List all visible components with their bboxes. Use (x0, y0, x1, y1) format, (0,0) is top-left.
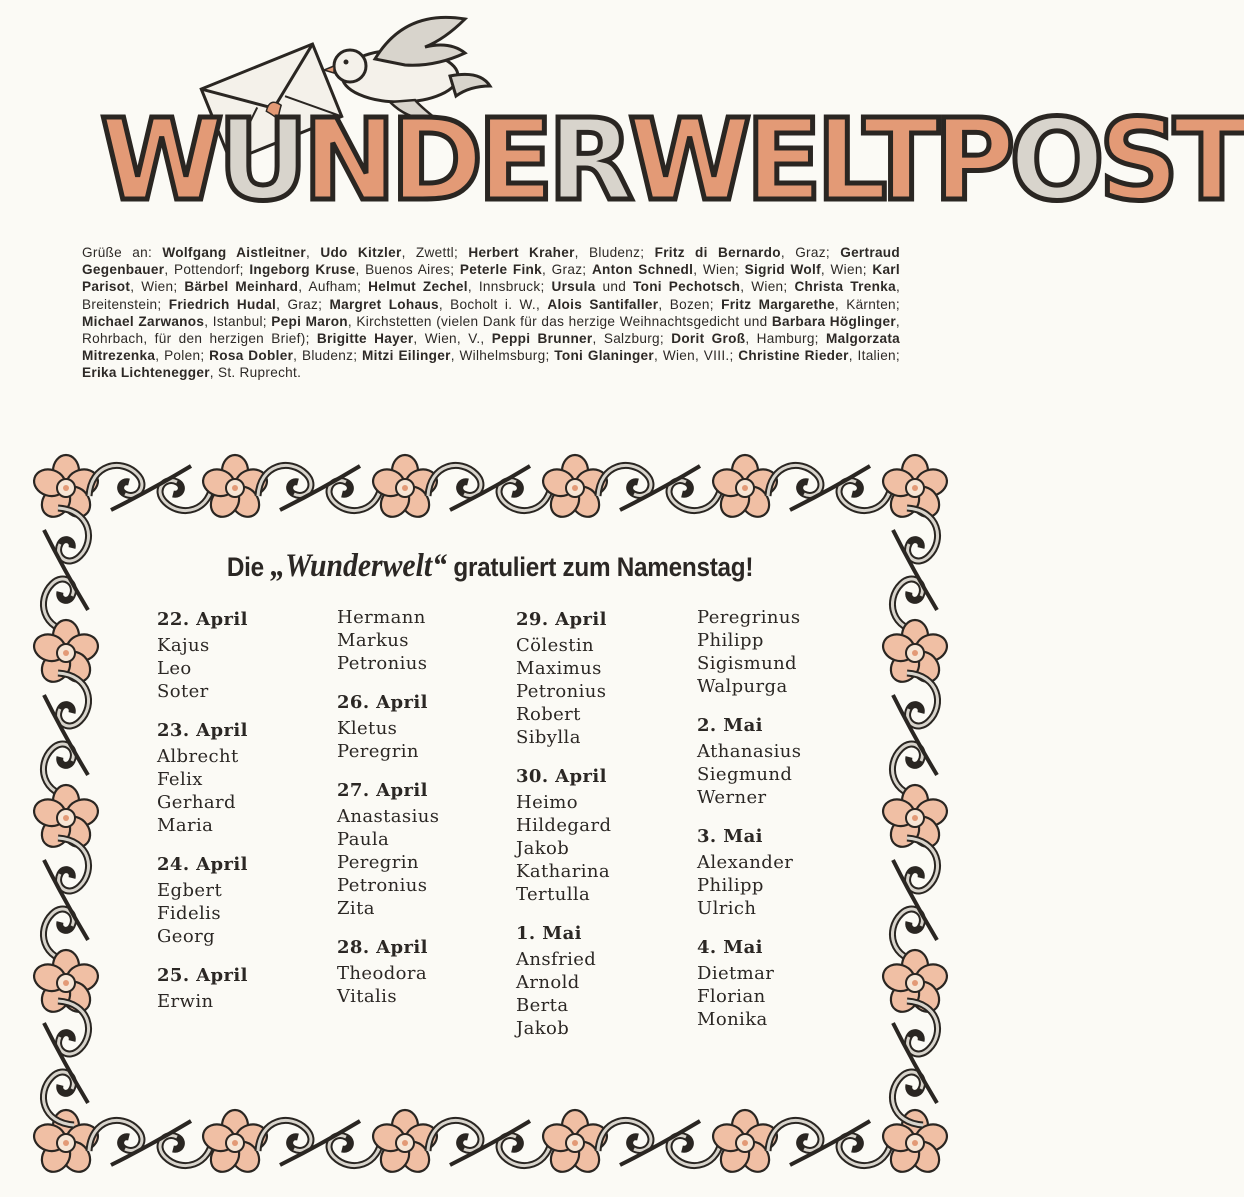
nameday-name: Maximus (516, 658, 602, 679)
greeting-text: , Wien; (693, 262, 745, 278)
nameday-column-2 (337, 606, 512, 1008)
nameday-name: Jakob (516, 838, 570, 859)
greeting-recipient-name: Michael Zarwanos (82, 313, 205, 329)
greeting-recipient-name: Anton Schnedl (591, 262, 694, 278)
greeting-text: , Wilhelmsburg; (450, 348, 555, 364)
nameday-name: Markus (337, 630, 409, 651)
nameday-date: 3. Mai (697, 826, 763, 847)
greeting-recipient-name: Mitzi Eilinger (362, 348, 451, 364)
greeting-text: , Zwettl; (401, 245, 469, 260)
greeting-recipient-name: Bärbel Meinhard (184, 279, 299, 295)
greeting-text: , Bludenz; (293, 348, 363, 364)
nameday-name: Sibylla (516, 727, 581, 748)
nameday-entry (697, 934, 872, 1031)
namenstag-headline (148, 548, 832, 585)
nameday-entry (516, 606, 691, 749)
nameday-name: Zita (337, 898, 375, 919)
nameday-names (516, 791, 691, 906)
nameday-name: Robert (516, 704, 581, 725)
nameday-name: Hildegard (516, 815, 612, 836)
nameday-name: Kajus (157, 635, 210, 656)
nameday-names (337, 962, 512, 1008)
greeting-recipient-name: Ingeborg Kruse (249, 262, 356, 278)
wunderweltpost-logo (100, 14, 1244, 244)
nameday-name: Petronius (337, 653, 428, 674)
nameday-name: Dietmar (697, 963, 775, 984)
greeting-recipient-name: Fritz di Bernardo (654, 245, 781, 260)
nameday-date: 29. April (516, 609, 607, 630)
logo-letter: E (745, 96, 817, 226)
logo-letter: T (862, 96, 934, 226)
nameday-entry (157, 717, 332, 837)
greeting-text: , Wien, V., (413, 331, 492, 347)
nameday-name: Gerhard (157, 792, 236, 813)
greeting-text: , Hamburg; (745, 331, 826, 347)
nameday-name: Georg (157, 926, 215, 947)
greeting-text: , Graz; (780, 245, 841, 260)
greeting-text: , Istanbul; (204, 313, 272, 329)
greeting-text: , Breitenstein; (82, 279, 901, 312)
nameday-names (157, 990, 332, 1013)
nameday-name: Petronius (516, 681, 607, 702)
nameday-names (516, 948, 691, 1040)
greeting-text: , Bozen; (658, 296, 722, 312)
headline-text-post: gratuliert zum Namenstag! (446, 552, 754, 582)
greeting-recipient-name: Toni Glaninger (554, 348, 655, 364)
nameday-names (157, 879, 332, 948)
nameday-name: Hermann (337, 607, 426, 628)
nameday-name: Florian (697, 986, 766, 1007)
nameday-column-1 (157, 606, 332, 1013)
greeting-text: , Salzburg; (592, 331, 672, 347)
greeting-text: , Rohrbach, für den herzigen Brief); (82, 313, 900, 347)
nameday-date: 24. April (157, 854, 248, 875)
greeting-recipient-name: Pepi Maron (271, 313, 348, 329)
nameday-name: Peregrin (337, 852, 419, 873)
nameday-name: Petronius (337, 875, 428, 896)
greeting-recipient-name: Malgorzata Mitrezenka (82, 331, 901, 364)
headline-text-pre: Die (226, 552, 271, 582)
greeting-text: , Graz; (542, 262, 592, 278)
greeting-text: , (305, 245, 321, 260)
greeting-recipient-name: Erika Lichtenegger (82, 365, 210, 381)
logo-letter: E (477, 96, 548, 226)
nameday-name: Sigismund (697, 653, 797, 674)
nameday-entry (697, 712, 872, 809)
nameday-name: Siegmund (697, 764, 793, 785)
nameday-name: Cölestin (516, 635, 595, 656)
greeting-text: , Buenos Aires; (355, 262, 460, 278)
nameday-entry (157, 962, 332, 1013)
greeting-text: , Polen; (155, 348, 210, 364)
greeting-text: , Bludenz; (574, 245, 655, 260)
greeting-text: , Wien; (130, 279, 185, 295)
logo-letter: W (100, 96, 218, 226)
nameday-name: Fidelis (157, 903, 221, 924)
nameday-entry (337, 606, 512, 675)
greeting-recipient-name: Rosa Dobler (209, 348, 294, 364)
greeting-recipient-name: Friedrich Hudal (168, 296, 277, 312)
greeting-recipient-name: Helmut Zechel (368, 279, 468, 295)
greeting-recipient-name: Ursula (551, 279, 596, 295)
greeting-recipient-name: Dorit Groß (671, 331, 746, 347)
greetings-paragraph (82, 244, 900, 382)
nameday-entry (337, 689, 512, 763)
nameday-name: Peregrinus (697, 607, 801, 628)
nameday-date: 4. Mai (697, 937, 763, 958)
greeting-recipient-name: Christa Trenka (794, 279, 896, 295)
greeting-recipient-name: Peppi Brunner (491, 331, 593, 347)
greeting-text: Grüße an: (82, 245, 163, 260)
greeting-recipient-name: Udo Kitzler (320, 245, 402, 260)
nameday-date: 25. April (157, 965, 248, 986)
greeting-text: , Kirchstetten (vielen Dank für das herzige Weihnachtsgedicht und (347, 313, 772, 329)
logo-letter: R (547, 96, 628, 226)
greeting-text: , Bocholt i. W., (438, 296, 548, 312)
greeting-text: , Wien, VIII.; (654, 348, 739, 364)
nameday-name: Philipp (697, 630, 764, 651)
nameday-entry (516, 763, 691, 906)
nameday-name: Jakob (516, 1018, 570, 1039)
greeting-recipient-name: Barbara Höglinger (771, 313, 896, 329)
nameday-entry (337, 777, 512, 920)
headline-magazine-name: „Wunderwelt“ (270, 548, 447, 584)
nameday-name: Tertulla (516, 884, 591, 905)
logo-letter: P (933, 96, 1010, 226)
nameday-entry (337, 934, 512, 1008)
nameday-date: 30. April (516, 766, 607, 787)
nameday-name: Kletus (337, 718, 398, 739)
greeting-text: , Aufham; (298, 279, 369, 295)
greeting-recipient-name: Alois Santifaller (547, 296, 659, 312)
nameday-entry (697, 606, 872, 698)
nameday-entry (157, 606, 332, 703)
nameday-column-4 (697, 606, 872, 1031)
nameday-entry (697, 823, 872, 920)
nameday-names (697, 606, 872, 698)
nameday-names (157, 745, 332, 837)
nameday-name: Maria (157, 815, 214, 836)
logo-letter: T (1173, 96, 1244, 226)
greeting-recipient-name: Sigrid Wolf (744, 262, 821, 278)
nameday-names (697, 740, 872, 809)
greeting-text: , St. Ruprecht. (209, 365, 302, 381)
greeting-recipient-name: Karl Parisot (82, 262, 900, 295)
greeting-recipient-name: Brigitte Hayer (316, 331, 414, 347)
nameday-entry (157, 851, 332, 948)
nameday-name: Katharina (516, 861, 611, 882)
nameday-names (337, 805, 512, 920)
nameday-name: Vitalis (337, 986, 397, 1007)
greeting-recipient-name: Margret Lohaus (329, 296, 439, 312)
nameday-name: Walpurga (697, 676, 788, 697)
greeting-text: , Wien; (740, 279, 795, 295)
nameday-name: Albrecht (157, 746, 239, 767)
logo-letter: W (627, 96, 746, 226)
nameday-names (337, 606, 512, 675)
greeting-text: und (595, 279, 633, 295)
nameday-date: 28. April (337, 937, 428, 958)
greeting-recipient-name: Wolfgang Aistleitner (162, 245, 306, 260)
nameday-date: 1. Mai (516, 923, 582, 944)
nameday-name: Felix (157, 769, 203, 790)
logo-letter: S (1098, 96, 1174, 226)
greeting-text: , Innsbruck; (467, 279, 552, 295)
greeting-recipient-name: Herbert Kraher (468, 245, 575, 260)
nameday-date: 2. Mai (697, 715, 763, 736)
nameday-name: Heimo (516, 792, 579, 813)
nameday-names (157, 634, 332, 703)
nameday-date: 22. April (157, 609, 248, 630)
nameday-name: Alexander (697, 852, 794, 873)
logo-letter: O (1009, 96, 1099, 226)
nameday-names (337, 717, 512, 763)
greeting-recipient-name: Gertraud Gegenbauer (82, 245, 901, 278)
greeting-recipient-name: Toni Pechotsch (633, 279, 741, 295)
nameday-date: 23. April (157, 720, 248, 741)
nameday-name: Egbert (157, 880, 223, 901)
nameday-name: Berta (516, 995, 569, 1016)
logo-letter: U (217, 96, 303, 226)
nameday-names (697, 962, 872, 1031)
greeting-text: , Wien; (820, 262, 873, 278)
nameday-name: Athanasius (697, 741, 802, 762)
nameday-name: Ansfried (516, 949, 597, 970)
greeting-recipient-name: Peterle Fink (459, 262, 543, 278)
nameday-name: Soter (157, 681, 209, 702)
logo-letter: L (816, 96, 863, 226)
greeting-text: , Pottendorf; (164, 262, 250, 278)
nameday-name: Leo (157, 658, 192, 679)
logo-letter: D (390, 96, 478, 226)
nameday-name: Anastasius (337, 806, 440, 827)
nameday-name: Theodora (337, 963, 427, 984)
logo-title (100, 86, 1244, 236)
greeting-text: , Italien; (848, 348, 900, 364)
nameday-names (516, 634, 691, 749)
nameday-name: Philipp (697, 875, 764, 896)
greeting-text: , Graz; (276, 296, 330, 312)
nameday-name: Paula (337, 829, 390, 850)
nameday-name: Monika (697, 1009, 768, 1030)
logo-letter: N (302, 96, 391, 226)
nameday-date: 26. April (337, 692, 428, 713)
nameday-date: 27. April (337, 780, 428, 801)
nameday-names (697, 851, 872, 920)
nameday-name: Erwin (157, 991, 214, 1012)
nameday-column-3 (516, 606, 691, 1040)
nameday-name: Arnold (516, 972, 580, 993)
nameday-name: Werner (697, 787, 767, 808)
greeting-text: , Kärnten; (834, 296, 900, 312)
nameday-name: Ulrich (697, 898, 757, 919)
greeting-recipient-name: Christine Rieder (738, 348, 849, 364)
greeting-recipient-name: Fritz Margarethe (721, 296, 835, 312)
nameday-entry (516, 920, 691, 1040)
nameday-name: Peregrin (337, 741, 419, 762)
